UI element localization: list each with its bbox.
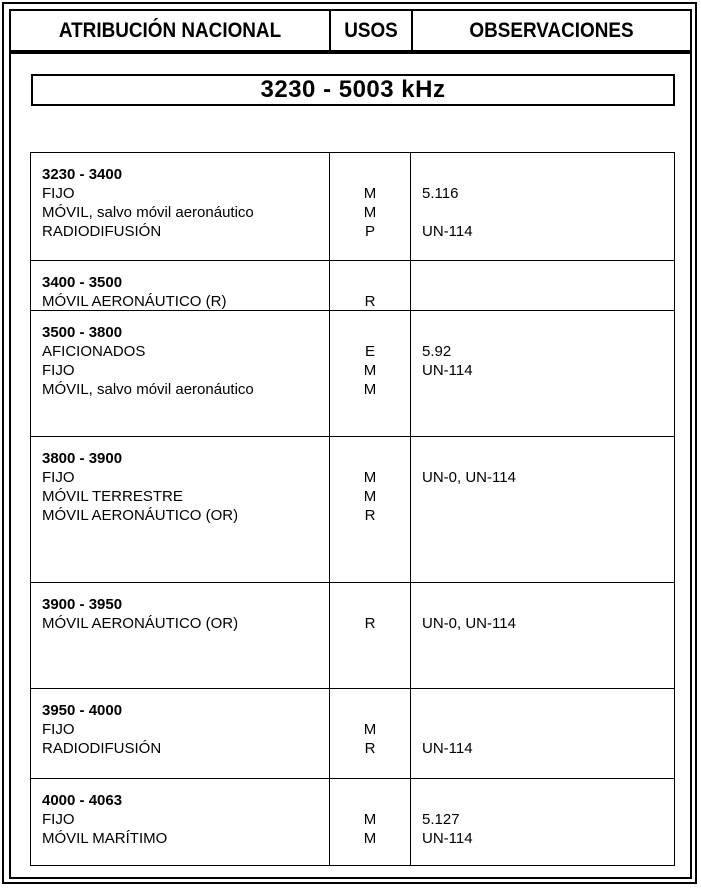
service-name: FIJO: [42, 721, 75, 738]
service-name: MÓVIL AERONÁUTICO (OR): [42, 507, 239, 524]
usage-code: R: [364, 507, 376, 524]
service-name: FIJO: [42, 811, 75, 828]
usage-code: R: [364, 615, 376, 632]
observation-note: UN-114: [422, 740, 473, 757]
band-range: 3900 - 3950: [42, 596, 123, 613]
header-rule: [9, 50, 692, 54]
row-divider: [30, 260, 675, 261]
usage-code: R: [364, 740, 376, 757]
header-atribucion: ATRIBUCIÓN NACIONAL: [58, 19, 282, 42]
band-range: 3400 - 3500: [42, 274, 123, 291]
band-range: 3800 - 3900: [42, 450, 123, 467]
usage-code: M: [363, 469, 377, 486]
service-name: AFICIONADOS: [42, 343, 146, 360]
service-name: FIJO: [42, 469, 75, 486]
header-observaciones: OBSERVACIONES: [469, 19, 634, 42]
band-range: 3950 - 4000: [42, 702, 123, 719]
service-name: FIJO: [42, 185, 75, 202]
service-name: RADIODIFUSIÓN: [42, 223, 162, 240]
usage-code: M: [363, 185, 377, 202]
usage-code: M: [363, 381, 377, 398]
observation-note: UN-114: [422, 362, 473, 379]
service-name: MÓVIL TERRESTRE: [42, 488, 183, 505]
row-divider: [30, 310, 675, 311]
row-divider: [30, 688, 675, 689]
observation-note: UN-114: [422, 223, 473, 240]
row-divider: [30, 436, 675, 437]
usage-code: M: [363, 204, 377, 221]
header-usos: USOS: [344, 19, 398, 42]
row-divider: [30, 778, 675, 779]
service-name: RADIODIFUSIÓN: [42, 740, 162, 757]
usage-code: M: [363, 830, 377, 847]
usage-code: R: [364, 293, 376, 310]
service-name: MÓVIL, salvo móvil aeronáutico: [42, 381, 254, 398]
header-divider: [411, 11, 413, 51]
service-name: MÓVIL AERONÁUTICO (OR): [42, 615, 239, 632]
service-name: FIJO: [42, 362, 75, 379]
observation-note: 5.116: [422, 185, 459, 202]
usage-code: M: [363, 811, 377, 828]
usage-code: M: [363, 721, 377, 738]
row-divider: [30, 582, 675, 583]
usage-code: M: [363, 362, 377, 379]
band-range: 4000 - 4063: [42, 792, 123, 809]
observation-note: 5.92: [422, 343, 452, 360]
frequency-range-title: 3230 - 5003 kHz: [260, 76, 446, 103]
observation-note: 5.127: [422, 811, 460, 828]
usage-code: P: [364, 223, 375, 240]
usage-code: E: [364, 343, 375, 360]
service-name: MÓVIL, salvo móvil aeronáutico: [42, 204, 254, 221]
band-range: 3500 - 3800: [42, 324, 123, 341]
frequency-range-box: [31, 74, 675, 106]
observation-note: UN-114: [422, 830, 473, 847]
table-header: [11, 11, 690, 51]
band-range: 3230 - 3400: [42, 166, 123, 183]
service-name: MÓVIL MARÍTIMO: [42, 830, 168, 847]
usage-code: M: [363, 488, 377, 505]
header-divider: [329, 11, 331, 51]
observation-note: UN-0, UN-114: [422, 469, 516, 486]
service-name: MÓVIL AERONÁUTICO (R): [42, 293, 227, 310]
observation-note: UN-0, UN-114: [422, 615, 516, 632]
